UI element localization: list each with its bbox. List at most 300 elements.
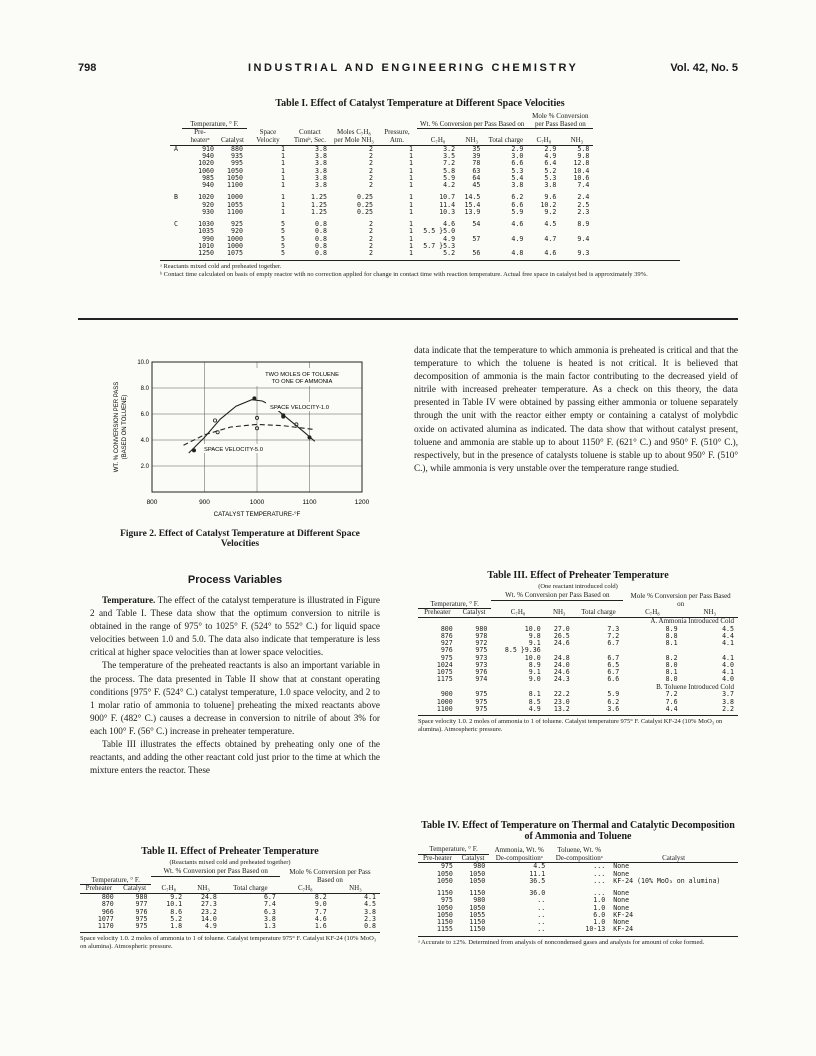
table-cell: 995 xyxy=(231,159,243,168)
table-cell: 876 xyxy=(440,631,453,640)
table-cell: 1.6 xyxy=(314,922,327,931)
table-row xyxy=(418,888,738,898)
table-cell: 26.5 xyxy=(553,631,570,640)
x-tick-label: 1000 xyxy=(249,499,265,506)
process-body xyxy=(90,594,380,777)
table-4-grid xyxy=(418,846,738,934)
table-cell: 8.1 xyxy=(528,690,541,699)
table-cell: 5.8 xyxy=(443,166,456,175)
table-cell: 5.4 xyxy=(511,173,524,182)
p1-lead: Temperature. xyxy=(102,595,156,605)
table-cell: B xyxy=(174,193,178,202)
table-cell: 2.9 xyxy=(544,144,557,153)
t3-preheater: Preheater xyxy=(424,608,451,617)
table-cell: 13.2 xyxy=(553,704,570,713)
t3-nh3: NH₃ xyxy=(552,608,566,617)
table-cell: 940 xyxy=(202,181,214,189)
table-cell: 4.9 xyxy=(511,234,524,243)
table-row xyxy=(418,691,738,698)
table-cell: 23.0 xyxy=(553,697,570,706)
table-cell: 1.25 xyxy=(311,193,327,202)
table-cell: 975 xyxy=(135,922,148,931)
table-cell: 975 xyxy=(475,697,488,706)
brace-value: 9.36 xyxy=(524,646,541,655)
table-cell: 1050 xyxy=(469,903,486,912)
table-cell: 3.8 xyxy=(722,697,734,706)
table-cell: 7.2 xyxy=(607,631,620,640)
table-cell: 4.0 xyxy=(722,660,734,669)
table-row xyxy=(418,699,738,706)
data-point xyxy=(213,419,216,422)
table-cell: 3.8 xyxy=(544,181,557,189)
table-cell: .. xyxy=(537,903,546,912)
table-row xyxy=(418,926,738,933)
table-2-footnote: Space velocity 1.0. 2 moles of ammonia to 1 of toluene. Catalyst temperature 975° F. Catalyst KF-24 (10% MoO₃ on alumina). Atmospheric pressure. xyxy=(80,932,380,950)
table-cell: 1 xyxy=(280,207,285,216)
table-cell: 0.8 xyxy=(315,249,327,257)
table-cell: 3.6 xyxy=(607,704,620,713)
table-cell: 1 xyxy=(408,227,413,236)
table-cell: 1150 xyxy=(469,889,486,898)
table-cell: 8.2 xyxy=(665,653,678,662)
table-cell: 24.3 xyxy=(553,675,570,684)
table-cell: 6.6 xyxy=(511,200,524,209)
table-cell: 0.8 xyxy=(315,241,327,250)
table-cell: 2 xyxy=(368,173,373,182)
table-cell: 9.2 xyxy=(170,893,183,902)
table-cell: 3.8 xyxy=(263,914,276,923)
table-cell: 1175 xyxy=(436,675,453,684)
table-cell: 5.5 }5.0 xyxy=(423,227,456,236)
table-cell: 1050 xyxy=(436,903,453,912)
table-row xyxy=(418,897,738,904)
annotation-text: TWO MOLES OF TOLUENE TO ONE OF AMMONIA xyxy=(265,372,339,385)
p1-text: The effect of the catalyst temperature is illustrated in Figure 2 and Table I. These data show that the optimum conversion to nitrile is obtained in the range of 975° to 1025° F. (524° to 552° C.) for liquid space velocities between 1.0 and 5.0. The data also indicate that temperature is less critical at higher space velocities than at lower space velocities. xyxy=(90,595,380,658)
table-cell: 6.2 xyxy=(607,697,620,706)
table-row xyxy=(80,901,380,908)
table-cell: 5.2 xyxy=(443,249,456,257)
table-cell: 1020 xyxy=(198,159,214,168)
series-label-sv1: SPACE VELOCITY-1.0 xyxy=(270,405,329,411)
table-cell: 5.3 xyxy=(511,166,524,175)
table-cell: 1 xyxy=(408,249,413,257)
table-cell: None xyxy=(613,896,630,905)
t1-wt-group: Wt. % Conversion per Pass Based on xyxy=(417,113,527,129)
process-variables xyxy=(90,574,380,777)
table-3 xyxy=(418,570,738,733)
table-cell: 920 xyxy=(202,200,214,209)
table-cell: 9.1 xyxy=(528,639,541,648)
table-cell: 1 xyxy=(408,220,413,228)
table-cell: 1077 xyxy=(97,914,114,923)
figure-2-chart xyxy=(100,352,380,522)
t1-temp-group: Temperature, ° F. xyxy=(182,113,247,129)
table-cell: 976 xyxy=(440,646,453,655)
table-cell: 7.3 xyxy=(607,624,620,633)
table-cell: 975 xyxy=(440,862,453,871)
table-row xyxy=(170,209,593,219)
x-tick-label: 1100 xyxy=(302,499,317,506)
table-cell: 980 xyxy=(135,893,148,902)
table-cell: 4.2 xyxy=(443,181,456,189)
table-cell: 870 xyxy=(101,900,114,909)
t1-footnote-b: ᵇ Contact time calculated on basis of empty reactor with no correction applied for change in contact time with reaction temperature. Actual free space in catalyst bed is approximately 39%. xyxy=(160,270,648,278)
table-cell: 0.25 xyxy=(357,200,373,209)
table-cell: 78 xyxy=(472,159,481,168)
right-column-text xyxy=(414,344,738,475)
table-cell: 0.8 xyxy=(315,234,327,243)
table-cell: 9.0 xyxy=(528,675,541,684)
section-divider xyxy=(78,318,738,320)
table-cell: .. xyxy=(537,925,546,934)
table-cell: 4.6 xyxy=(314,914,327,923)
table-cell: 9.8 xyxy=(577,152,590,160)
series-line xyxy=(184,424,315,445)
table-cell: 1 xyxy=(408,207,413,216)
table-cell: 1100 xyxy=(436,704,453,713)
t3-mole-group: Mole % Conversion per Pass Based on xyxy=(630,592,731,609)
table-cell: 2 xyxy=(368,227,373,236)
table-cell: .. xyxy=(537,896,546,905)
table-cell: 7.7 xyxy=(314,907,327,916)
table-cell: 10.1 xyxy=(166,900,183,909)
table-cell: 9.8 xyxy=(528,631,541,640)
t4-catalyst: Catalyst xyxy=(461,853,485,862)
table-cell: 1 xyxy=(280,166,285,175)
table-cell: 4.1 xyxy=(722,653,734,662)
x-tick-label: 1200 xyxy=(354,499,370,506)
table-cell: 3.8 xyxy=(315,166,327,175)
table-cell: 22.2 xyxy=(553,690,570,699)
p3-text: Table III illustrates the effects obtained by preheating only one of the reactants, and adding the other reactant cold just prior to the time at which the mixture enters the reactor. These xyxy=(90,739,380,776)
table-cell: 0.25 xyxy=(357,207,373,216)
table-cell xyxy=(170,175,182,182)
table-cell: 8.9 xyxy=(665,624,678,633)
table-cell: 1150 xyxy=(436,918,453,927)
t2-c7h8: C₇H₈ xyxy=(161,884,177,893)
table-cell: 3.0 xyxy=(511,152,524,160)
table-cell: 6.2 xyxy=(511,193,524,202)
t2-wt-group: Wt. % Conversion per Pass Based on xyxy=(151,868,279,876)
table-row xyxy=(418,912,738,919)
table-cell: 1.25 xyxy=(311,200,327,209)
table-row xyxy=(418,706,738,713)
brace-value: 5.3 xyxy=(443,241,456,250)
table-cell: 2 xyxy=(368,220,373,228)
data-point xyxy=(216,431,219,434)
table-cell: 9.3 xyxy=(577,249,590,257)
table-cell: 1.3 xyxy=(263,922,276,931)
table-cell: 54 xyxy=(472,220,481,228)
x-tick-label: 800 xyxy=(146,499,158,506)
table-4-footnote: ᵃ Accurate to ±2%. Determined from analysis of noncondensed gases and analysis for amount of coke formed. xyxy=(418,936,738,946)
table-cell: 0.8 xyxy=(364,922,376,931)
table-cell xyxy=(170,250,182,257)
right-paragraph: data indicate that the temperature to which ammonia is preheated is critical and that the temperature to which the toluene is heated is not critical. It is believed that decomposition of ammonia is the main factor contributing to the decreased yield of nitrile with increased preheater temperature. As a check on this theory, the data presented in Table IV were obtained by passing either ammonia or toluene separately through the unit with the reactor either empty or containing a catalyst of molybdic oxide on activated alumina as indicated. The data show that without catalyst present, toluene and ammonia are stable up to about 1150° F. (621° C.) and 950° F. (510° C.), respectively, but in the presence of catalysts toluene is stable up to about 950° F. (510° C.), while ammonia is very unstable over the temperature range studied. xyxy=(414,345,738,473)
table-cell: 1024 xyxy=(436,660,453,669)
table-row xyxy=(418,669,738,676)
t3-temp: Temperature, ° F. xyxy=(418,601,491,609)
table-cell xyxy=(170,228,182,235)
table-cell: 2.3 xyxy=(364,914,376,923)
table-cell: 1.8 xyxy=(170,922,183,931)
t2-mole-c7h8: C₇H₈ xyxy=(298,884,313,893)
table-cell: 5 xyxy=(280,249,285,257)
t3-total: Total charge xyxy=(581,608,616,617)
t4-preheater: Pre-heater xyxy=(423,853,452,862)
table-cell xyxy=(170,236,182,243)
table-cell: 2.2 xyxy=(722,704,734,713)
table-1 xyxy=(160,98,680,278)
table-cell: 1 xyxy=(280,144,285,153)
table-cell: 976 xyxy=(475,668,488,677)
t3-wt-group: Wt. % Conversion per Pass Based on xyxy=(491,592,623,600)
table-cell: 5.3 xyxy=(544,173,557,182)
table-cell: 7.4 xyxy=(263,900,276,909)
x-tick-label: 900 xyxy=(199,499,210,506)
table-cell: 24.8 xyxy=(553,653,570,662)
table-cell xyxy=(170,202,182,209)
table-cell: 0.25 xyxy=(357,193,373,202)
figure-2 xyxy=(100,352,380,552)
table-cell: 1.0 xyxy=(593,903,606,912)
data-point xyxy=(192,449,195,452)
t2-temp: Temperature, ° F. xyxy=(80,877,151,885)
journal-title: INDUSTRIAL AND ENGINEERING CHEMISTRY xyxy=(248,62,579,74)
table-2 xyxy=(80,846,380,950)
data-point xyxy=(253,397,256,400)
table-cell: 10.0 xyxy=(524,624,541,633)
volume-info: Vol. 42, No. 5 xyxy=(670,62,738,74)
table-cell: ... xyxy=(593,876,606,885)
table-cell xyxy=(170,182,182,192)
table-cell: 1030 xyxy=(198,220,214,228)
table-cell: 1 xyxy=(408,234,413,243)
t1-mole-nh3: NH₃ xyxy=(570,136,584,145)
table-cell: 9.6 xyxy=(544,193,557,202)
table-cell: 7.6 xyxy=(665,697,678,706)
table-2-subtitle: (Reactants mixed cold and preheated together) xyxy=(169,859,291,866)
table-cell: 2 xyxy=(368,234,373,243)
table-cell: 1075 xyxy=(436,668,453,677)
table-cell: 985 xyxy=(202,173,214,182)
t1-mole-group: Mole % Conversion per Pass Based on xyxy=(527,113,593,129)
table-cell: 4.4 xyxy=(722,631,734,640)
t3-c7h8: C₇H₈ xyxy=(510,608,526,617)
table-cell: 5 xyxy=(280,234,285,243)
table-cell: 3.2 xyxy=(443,144,456,153)
table-cell: None xyxy=(613,903,630,912)
table-cell: 2 xyxy=(368,241,373,250)
t1-footnote-a: ᵃ Reactants mixed cold and preheated together. xyxy=(160,263,282,271)
table-cell: 36.5 xyxy=(529,876,546,885)
table-cell: 980 xyxy=(473,896,486,905)
table-cell: 910 xyxy=(202,144,214,153)
table-cell: 45 xyxy=(472,181,481,189)
table-cell: 8.1 xyxy=(665,668,678,677)
table-cell: 1.0 xyxy=(593,896,606,905)
y-tick-label: 6.0 xyxy=(140,412,149,418)
table-cell: 2.3 xyxy=(577,207,590,216)
t3-mole-c7h8: C₇H₈ xyxy=(645,608,660,617)
table-row xyxy=(418,905,738,912)
table-cell: 4.9 xyxy=(544,152,557,160)
t2-mole-group: Mole % Conversion per Pass Based on xyxy=(289,868,371,885)
table-cell: 23.2 xyxy=(200,907,217,916)
table-cell: 4.1 xyxy=(722,639,734,648)
table-cell: 1000 xyxy=(227,193,243,202)
x-axis-label: CATALYST TEMPERATURE-°F xyxy=(213,511,301,518)
table-cell: 900 xyxy=(440,690,453,699)
table-cell: 1050 xyxy=(469,876,486,885)
table-row xyxy=(418,878,738,888)
table-cell: 975 xyxy=(440,653,453,662)
table-cell: 1000 xyxy=(436,697,453,706)
t2-preheater: Preheater xyxy=(85,884,113,893)
table-cell: 2 xyxy=(368,159,373,168)
table-cell: 1 xyxy=(280,152,285,160)
table-cell: 39 xyxy=(472,152,481,160)
table-cell: 2 xyxy=(368,166,373,175)
table-cell: 6.7 xyxy=(607,653,620,662)
table-cell: 940 xyxy=(202,152,214,160)
table-cell: 3.8 xyxy=(364,907,376,916)
table-cell: .. xyxy=(537,910,546,919)
table-cell: 5.9 xyxy=(607,690,620,699)
table-cell: 935 xyxy=(231,152,243,160)
table-cell: 4.1 xyxy=(722,668,734,677)
table-row xyxy=(80,909,380,916)
table-cell: 4.1 xyxy=(364,893,376,902)
table-row xyxy=(418,655,738,662)
table-cell: 24.0 xyxy=(553,660,570,669)
table-cell: 36.0 xyxy=(529,889,546,898)
table-cell: 9.1 xyxy=(528,668,541,677)
table-cell: 11.1 xyxy=(529,869,546,878)
table-cell: ... xyxy=(593,869,606,878)
table-cell: 10-13 xyxy=(585,925,606,934)
table-cell: 4.5 xyxy=(544,220,557,228)
table-cell: 10.7 xyxy=(439,193,456,202)
table-cell: 8.8 xyxy=(665,631,678,640)
table-cell: 1100 xyxy=(227,207,243,216)
table-cell: 3.8 xyxy=(511,181,524,189)
table-cell: 3.8 xyxy=(315,173,327,182)
t1-moles: Moles C₇H₈ per Mole NH₃ xyxy=(334,128,374,145)
table-cell: 4.6 xyxy=(544,249,557,257)
table-cell: 6.4 xyxy=(544,159,557,168)
table-cell: 14.5 xyxy=(464,193,481,202)
table-cell: 14.0 xyxy=(200,914,217,923)
table-cell: 925 xyxy=(231,220,243,228)
table-row xyxy=(418,919,738,926)
table-cell: 3.8 xyxy=(315,152,327,160)
table-row xyxy=(418,626,738,633)
table-cell: 6.6 xyxy=(607,675,620,684)
table-cell: 10.4 xyxy=(573,166,590,175)
table-cell: 57 xyxy=(472,234,481,243)
table-cell: 1 xyxy=(408,241,413,250)
table-cell: 5.8 xyxy=(577,144,590,153)
table-cell: 8.5 xyxy=(528,697,541,706)
table-cell xyxy=(170,160,182,167)
table-cell: 4.5 xyxy=(722,624,734,633)
table-cell: 8.2 xyxy=(314,893,327,902)
table-cell: 6.7 xyxy=(263,893,276,902)
table-cell: 1050 xyxy=(227,166,243,175)
table-cell: 8.9 xyxy=(528,660,541,669)
table-cell: 800 xyxy=(440,624,453,633)
table-cell: 1100 xyxy=(227,181,243,189)
table-cell: 977 xyxy=(135,900,148,909)
table-cell: 2.4 xyxy=(577,193,590,202)
t1-pressure: Pressure, Atm. xyxy=(384,128,410,145)
table-cell: 10.2 xyxy=(540,200,557,209)
table-cell: 4.5 xyxy=(364,900,376,909)
table-cell: 7.4 xyxy=(577,181,590,189)
y-tick-label: 8.0 xyxy=(140,386,149,392)
series-label-sv5: SPACE VELOCITY-5.0 xyxy=(204,447,263,453)
page-number: 798 xyxy=(78,62,97,74)
table-cell: 1050 xyxy=(436,869,453,878)
table-cell: 800 xyxy=(101,893,114,902)
table-cell: 973 xyxy=(475,660,488,669)
table-cell: 4.8 xyxy=(511,249,524,257)
table-cell: ... xyxy=(593,889,606,898)
table-cell: 966 xyxy=(101,907,114,916)
table-cell: 7.2 xyxy=(443,159,456,168)
table-cell: 1 xyxy=(408,159,413,168)
table-cell: 990 xyxy=(202,234,214,243)
table-cell: 12.8 xyxy=(573,159,590,168)
table-cell: 975 xyxy=(440,896,453,905)
table-cell: 2 xyxy=(368,249,373,257)
t3-section-a: A. Ammonia Introduced Cold xyxy=(650,617,734,626)
table-cell: 2.9 xyxy=(511,144,524,153)
table-cell xyxy=(170,243,182,250)
t1-c7h8: C₇H₈ xyxy=(430,136,446,145)
y-tick-label: 10.0 xyxy=(137,360,149,366)
table-cell: 8.9 xyxy=(577,220,590,228)
table-cell: 8.1 xyxy=(665,639,678,648)
table-2-grid xyxy=(80,868,380,930)
t1-preheater: Pre-heaterᵃ xyxy=(190,128,210,145)
t1-catalyst: Catalyst xyxy=(220,136,244,145)
table-cell: 5.2 xyxy=(544,166,557,175)
t1-nh3: NH₃ xyxy=(465,136,478,145)
table-3-grid xyxy=(418,592,738,713)
table-cell: 1020 xyxy=(198,193,214,202)
table-cell: None xyxy=(613,889,630,898)
t3-mole-nh3: NH₃ xyxy=(703,608,717,617)
t2-catalyst: Catalyst xyxy=(123,884,147,893)
table-cell: 930 xyxy=(202,207,214,216)
data-point xyxy=(282,414,285,417)
table-cell: 4.4 xyxy=(665,704,678,713)
table-cell: 975 xyxy=(475,646,488,655)
table-cell: 6.7 xyxy=(607,668,620,677)
table-cell: 974 xyxy=(475,675,488,684)
table-row xyxy=(418,662,738,669)
table-cell: 8.6 xyxy=(170,907,183,916)
table-cell: 1 xyxy=(408,152,413,160)
table-cell: 3.7 xyxy=(722,690,734,699)
table-4 xyxy=(418,820,738,946)
t1-contact-time: Contact Timeᵇ, Sec. xyxy=(293,128,326,145)
table-cell: 1150 xyxy=(469,925,486,934)
t4-temp: Temperature, ° F. xyxy=(418,846,489,854)
table-4-caption: Table IV. Effect of Temperature on Thermal and Catalytic Decomposition of Ammonia and Toluene xyxy=(421,820,735,842)
